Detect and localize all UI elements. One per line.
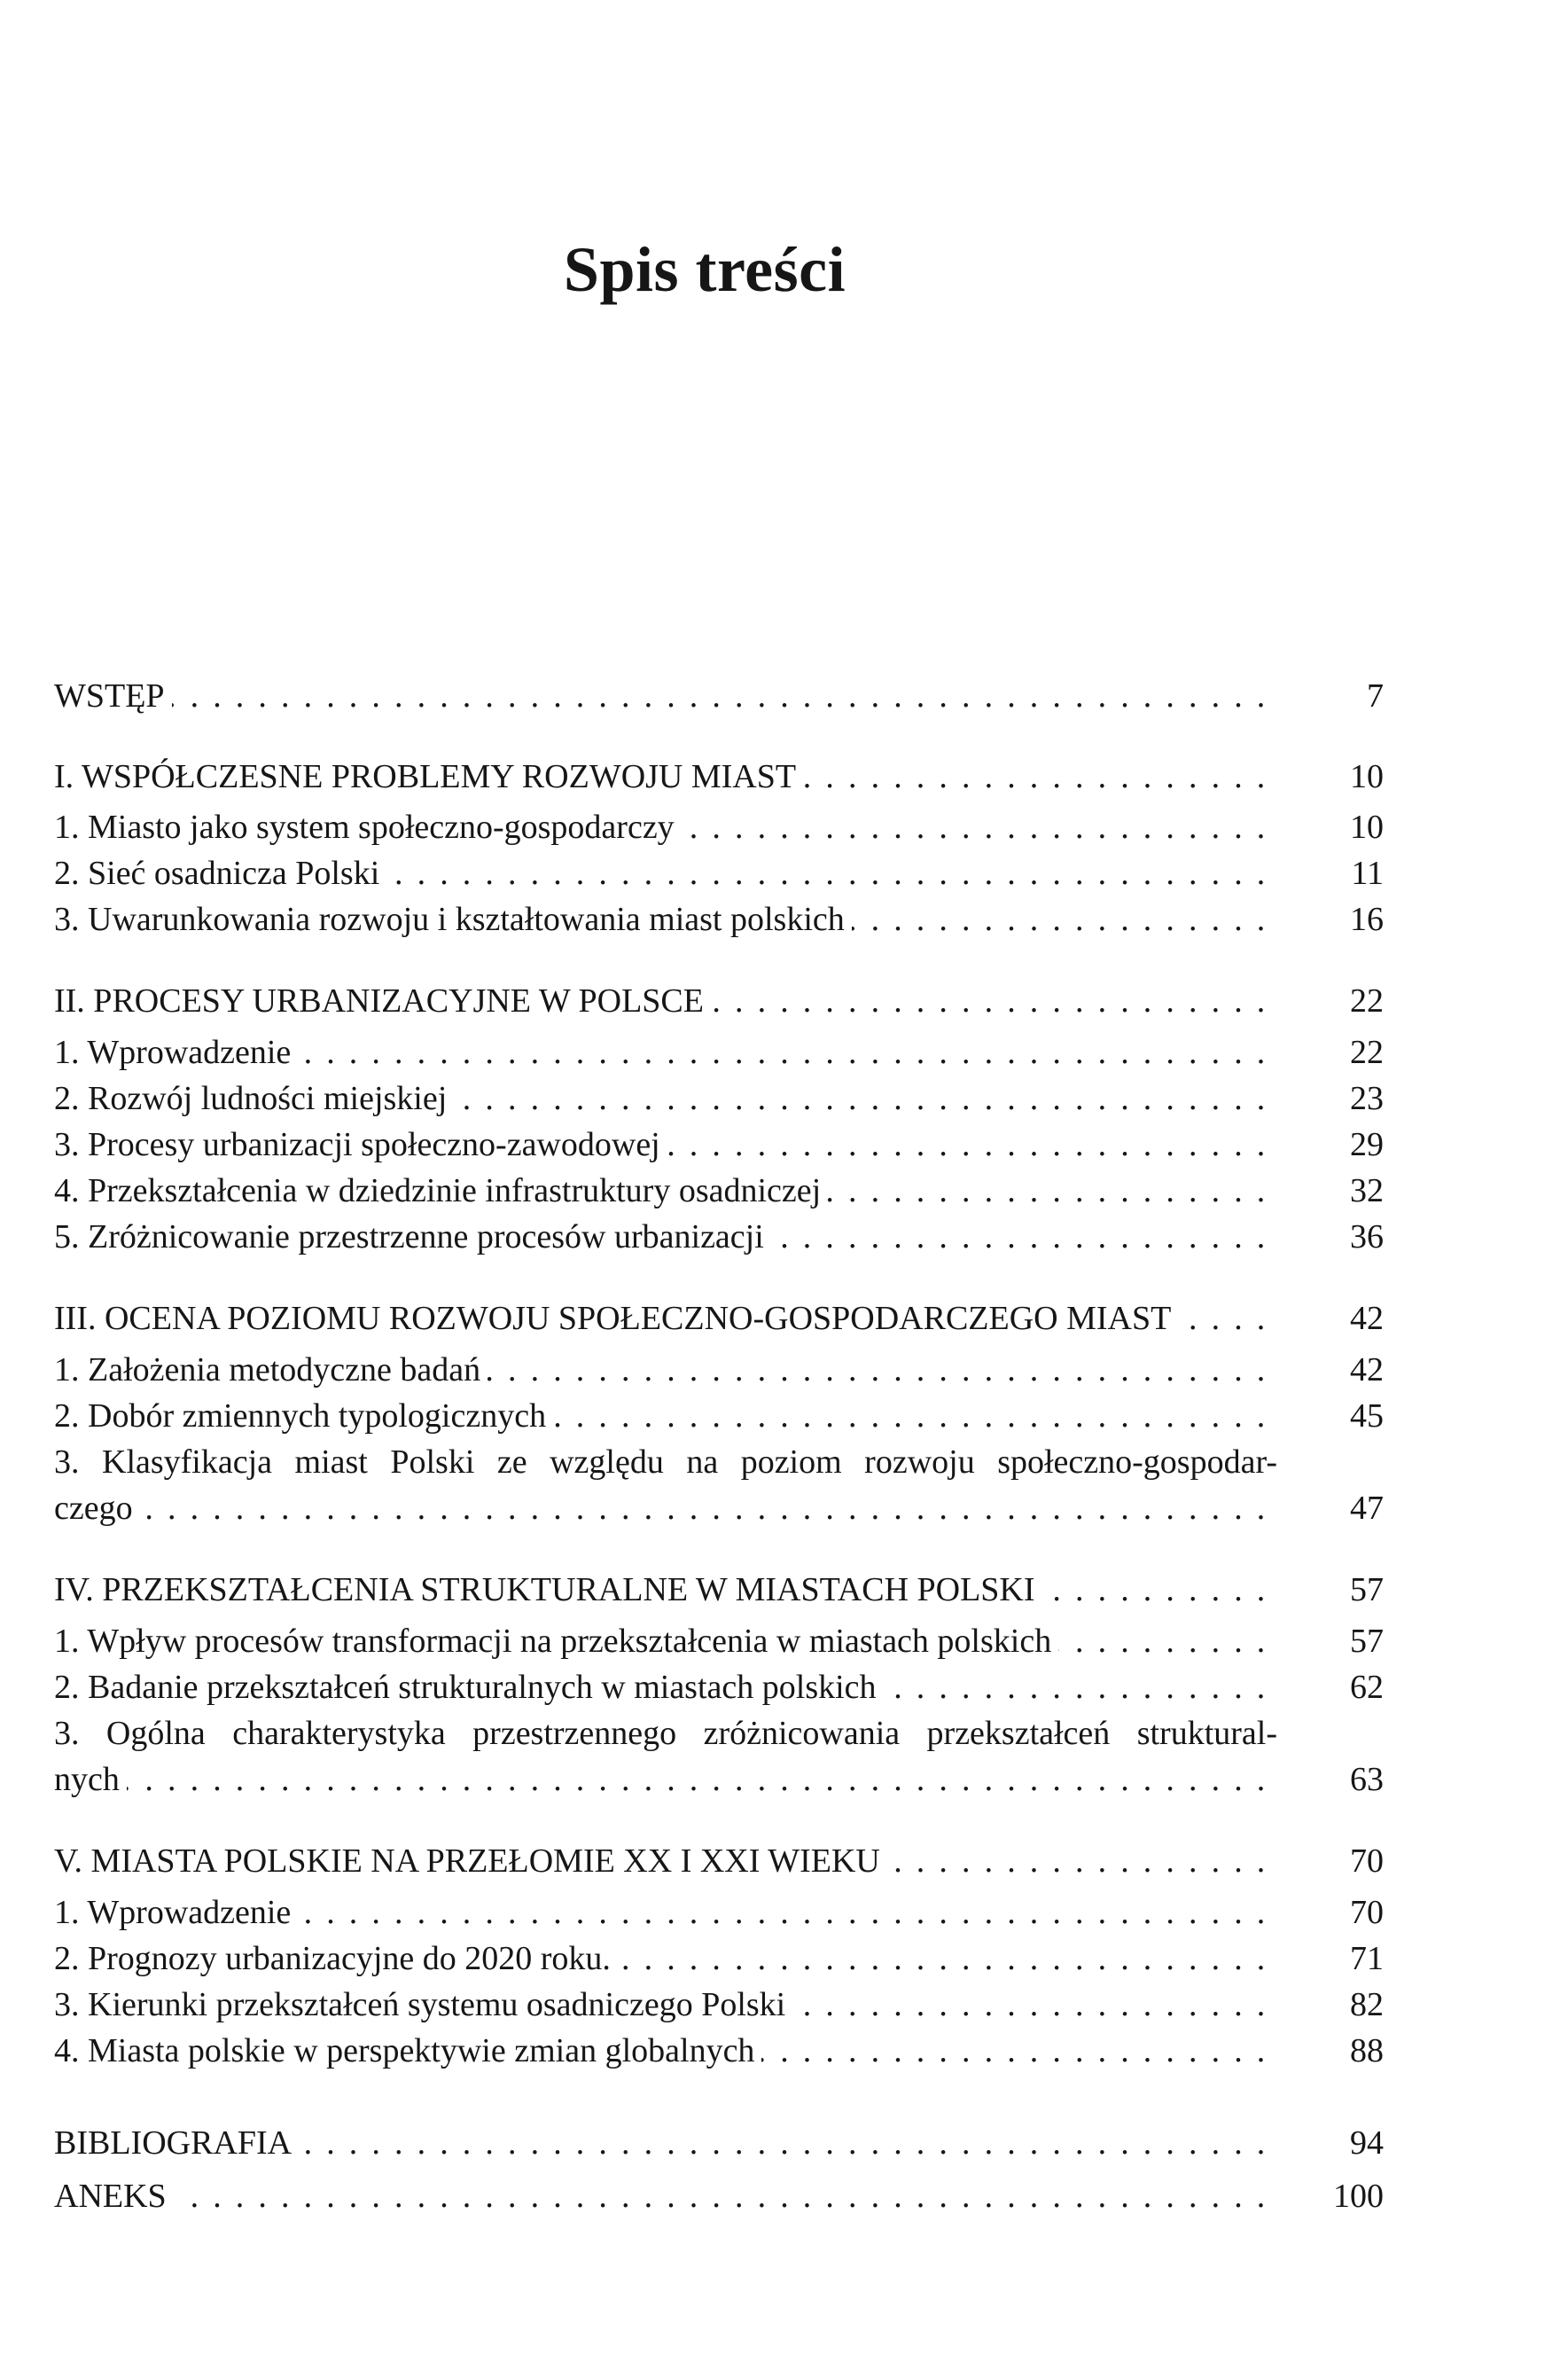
toc-section-5-1 xyxy=(54,1890,1384,1935)
toc-entry-page: 29 xyxy=(1350,1126,1384,1163)
toc-entry-label: 3. Uwarunkowania rozwoju i kształtowania miast polskich xyxy=(54,901,852,938)
toc-entry-page: 36 xyxy=(1350,1218,1384,1255)
toc-section-5-4 xyxy=(54,2029,1384,2073)
toc-chapter-3 xyxy=(54,1296,1384,1341)
toc-entry-page: 88 xyxy=(1350,2032,1384,2069)
toc-entry-label: 2. Sieć osadnicza Polski xyxy=(54,855,386,892)
toc-entry-label: IV. PRZEKSZTAŁCENIA STRUKTURALNE W MIASTACH POLSKI xyxy=(54,1571,1042,1608)
table-of-contents xyxy=(54,0,1384,2370)
toc-entry-page: 70 xyxy=(1350,1894,1384,1931)
toc-entry-bibliografia xyxy=(54,2121,1384,2165)
toc-entry-label: 1. Wprowadzenie xyxy=(54,1894,298,1931)
toc-entry-label: 2. Prognozy urbanizacyjne do 2020 roku. xyxy=(54,1940,618,1977)
toc-section-4-3 xyxy=(54,1757,1384,1802)
toc-section-5-3 xyxy=(54,1983,1384,2027)
toc-entry-page: 22 xyxy=(1350,1034,1384,1071)
toc-chapter-1 xyxy=(54,755,1384,799)
toc-entry-page: 42 xyxy=(1350,1300,1384,1337)
toc-entry-page: 63 xyxy=(1350,1761,1384,1798)
toc-entry-page: 11 xyxy=(1351,855,1384,892)
toc-section-3-3 xyxy=(54,1486,1384,1530)
toc-chapter-2 xyxy=(54,979,1384,1023)
toc-entry-page: 10 xyxy=(1350,758,1384,795)
toc-entry-label: nych xyxy=(54,1761,127,1798)
toc-entry-label: 3. Kierunki przekształceń systemu osadniczego Polski xyxy=(54,1986,792,2023)
toc-entry-label: ANEKS xyxy=(54,2178,174,2215)
toc-entry-page: 62 xyxy=(1350,1669,1384,1706)
toc-entry-label: WSTĘP xyxy=(54,677,172,715)
toc-entry-label: 1. Założenia metodyczne badań xyxy=(54,1351,488,1388)
toc-entry-page: 71 xyxy=(1350,1940,1384,1977)
toc-entry-label: 1. Wpływ procesów transformacji na przekształcenia w miastach polskich xyxy=(54,1623,1058,1660)
toc-chapter-5 xyxy=(54,1839,1384,1883)
toc-entry-label: I. WSPÓŁCZESNE PROBLEMY ROZWOJU MIAST xyxy=(54,758,803,795)
toc-section-5-2 xyxy=(54,1936,1384,1981)
toc-entry-label: 1. Wprowadzenie xyxy=(54,1034,298,1071)
toc-entry-page: 45 xyxy=(1350,1397,1384,1435)
toc-section-4-3-line1: 3. Ogólna charakterystyka przestrzennego zróżnicowania przekształceń struktural- xyxy=(54,1715,1277,1752)
toc-entry-page: 57 xyxy=(1350,1571,1384,1608)
toc-section-4-1 xyxy=(54,1619,1384,1663)
toc-chapter-4 xyxy=(54,1568,1384,1612)
toc-entry-aneks xyxy=(54,2174,1384,2218)
toc-entry-label: czego xyxy=(54,1490,140,1527)
toc-entry-page: 10 xyxy=(1350,809,1384,846)
toc-entry-wstep xyxy=(54,674,1384,718)
toc-section-1-3 xyxy=(54,897,1384,942)
toc-entry-label: 2. Rozwój ludności miejskiej xyxy=(54,1080,454,1117)
toc-section-1-1 xyxy=(54,805,1384,849)
toc-entry-label: V. MIASTA POLSKIE NA PRZEŁOMIE XX I XXI WIEKU xyxy=(54,1842,887,1880)
toc-section-2-1 xyxy=(54,1030,1384,1075)
toc-entry-page: 57 xyxy=(1350,1623,1384,1660)
toc-entry-label: 2. Badanie przekształceń strukturalnych w miastach polskich xyxy=(54,1669,884,1706)
toc-section-3-2 xyxy=(54,1394,1384,1438)
toc-section-2-4 xyxy=(54,1169,1384,1213)
toc-entry-label: BIBLIOGRAFIA xyxy=(54,2124,299,2162)
toc-section-1-2 xyxy=(54,851,1384,896)
toc-entry-page: 7 xyxy=(1367,677,1384,715)
toc-section-2-5 xyxy=(54,1215,1384,1259)
toc-entry-label: 4. Przekształcenia w dziedzinie infrastruktury osadniczej xyxy=(54,1172,828,1209)
toc-entry-page: 70 xyxy=(1350,1842,1384,1880)
toc-entry-label: III. OCENA POZIOMU ROZWOJU SPOŁECZNO-GOSPODARCZEGO MIAST xyxy=(54,1300,1178,1337)
toc-entry-label: 1. Miasto jako system społeczno-gospodarczy xyxy=(54,809,682,846)
toc-entry-page: 42 xyxy=(1350,1351,1384,1388)
toc-entry-page: 22 xyxy=(1350,982,1384,1020)
toc-entry-label: II. PROCESY URBANIZACYJNE W POLSCE xyxy=(54,982,711,1020)
toc-entry-page: 94 xyxy=(1350,2124,1384,2162)
toc-entry-page: 23 xyxy=(1350,1080,1384,1117)
toc-entry-page: 47 xyxy=(1350,1490,1384,1527)
toc-section-2-2 xyxy=(54,1076,1384,1121)
toc-entry-page: 82 xyxy=(1350,1986,1384,2023)
toc-section-3-1 xyxy=(54,1348,1384,1392)
page-title: Spis treści xyxy=(563,234,846,305)
toc-entry-label: 5. Zróżnicowanie przestrzenne procesów urbanizacji xyxy=(54,1218,771,1255)
toc-section-2-3 xyxy=(54,1122,1384,1167)
toc-entry-page: 32 xyxy=(1350,1172,1384,1209)
toc-section-4-2 xyxy=(54,1665,1384,1709)
toc-section-3-3-line1: 3. Klasyfikacja miast Polski ze względu na poziom rozwoju społeczno-gospodar- xyxy=(54,1443,1277,1481)
toc-entry-page: 16 xyxy=(1350,901,1384,938)
toc-entry-label: 4. Miasta polskie w perspektywie zmian globalnych xyxy=(54,2032,761,2069)
toc-entry-label: 2. Dobór zmiennych typologicznych xyxy=(54,1397,553,1435)
toc-entry-label: 3. Procesy urbanizacji społeczno-zawodowej xyxy=(54,1126,667,1163)
toc-entry-page: 100 xyxy=(1333,2178,1384,2215)
